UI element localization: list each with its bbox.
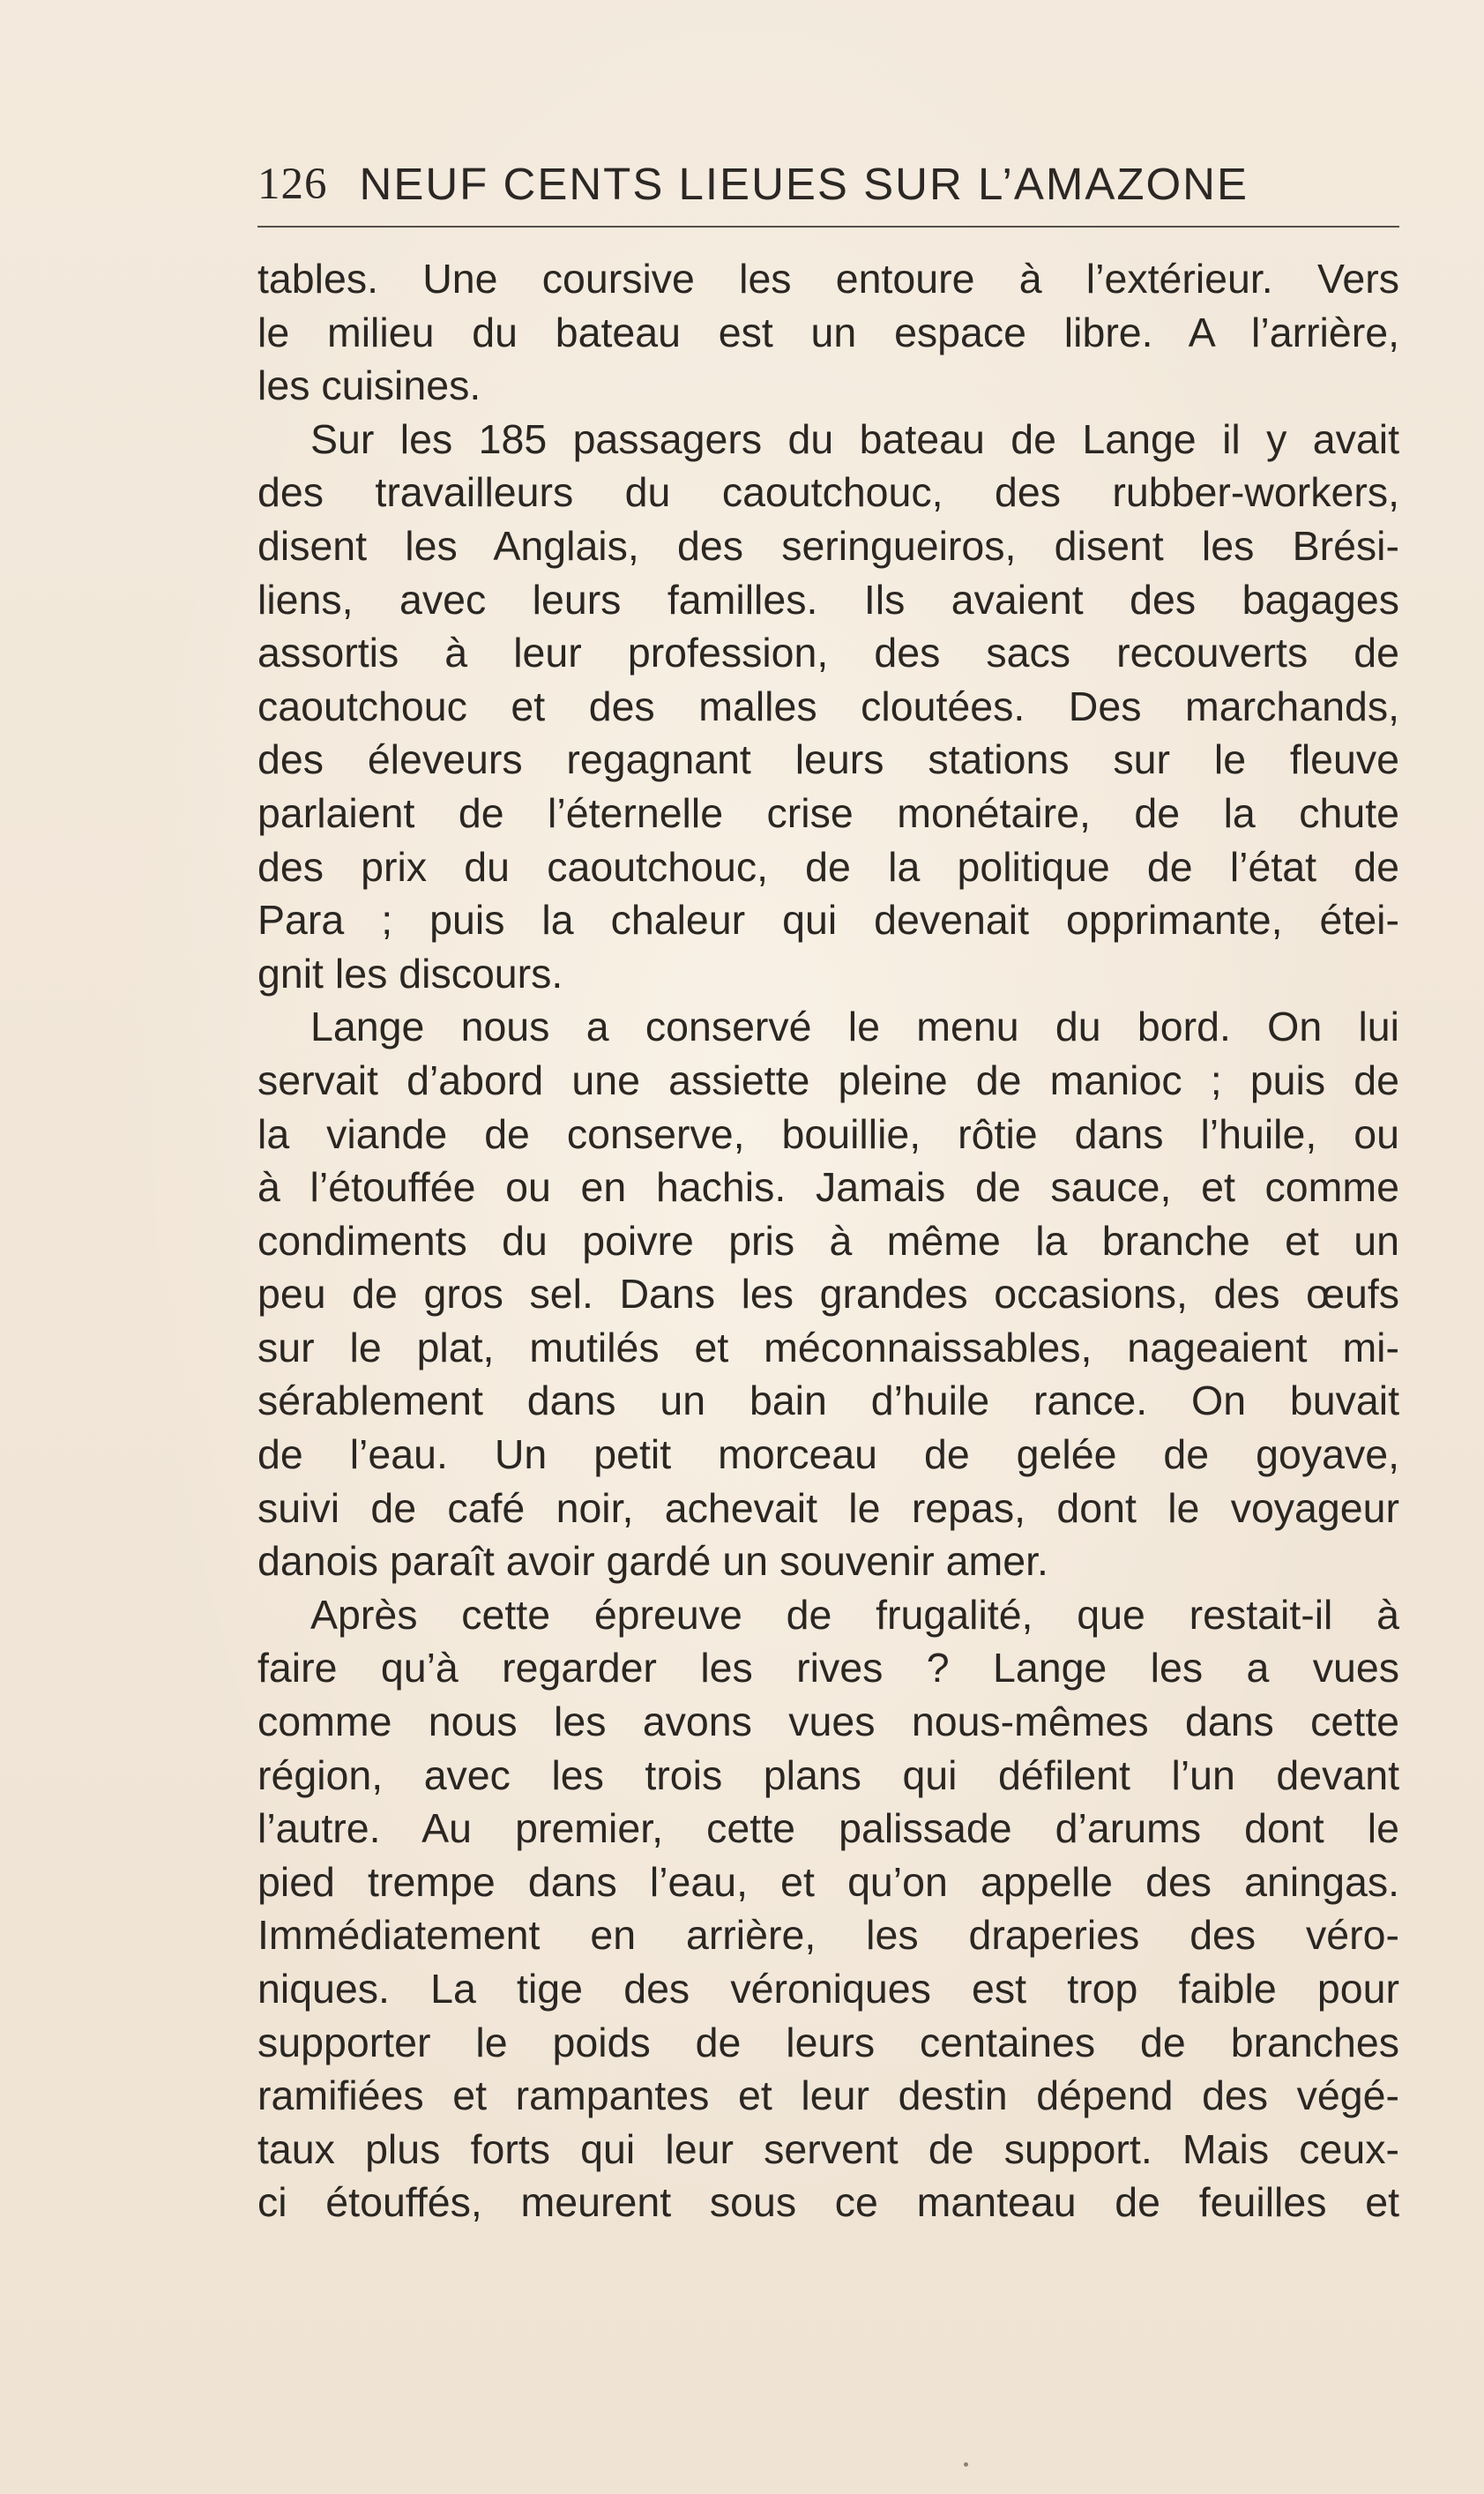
text-line: sérablement dans un bain d’huile rance. On buvait xyxy=(257,1378,1399,1424)
text-line: Après cette épreuve de frugalité, que restait-il à xyxy=(310,1591,1399,1638)
text-line: danois paraît avoir gardé un souvenir amer. xyxy=(257,1538,1048,1585)
text-line: parlaient de l’éternelle crise monétaire, de la chute xyxy=(257,789,1399,836)
text-line: région, avec les trois plans qui défilent l’un devant xyxy=(257,1751,1399,1798)
text-line: assortis à leur profession, des sacs recouverts de xyxy=(257,630,1399,676)
text-line: peu de gros sel. Dans les grandes occasions, des œufs xyxy=(257,1271,1399,1318)
text-line: ci étouffés, meurent sous ce manteau de feuilles et xyxy=(257,2179,1399,2226)
text-line: Sur les 185 passagers du bateau de Lange il y avait xyxy=(310,415,1399,462)
text-line: des prix du caoutchouc, de la politique de l’état de xyxy=(257,843,1399,890)
text-line: faire qu’à regarder les rives ? Lange les a vues xyxy=(257,1645,1399,1691)
text-line: Para ; puis la chaleur qui devenait opprimante, étei- xyxy=(257,897,1399,944)
text-line: condiments du poivre pris à même la branche et un xyxy=(257,1217,1399,1264)
page-header xyxy=(257,148,1399,210)
text-line: la viande de conserve, bouillie, rôtie dans l’huile, ou xyxy=(257,1110,1399,1157)
text-line: servait d’abord une assiette pleine de manioc ; puis de xyxy=(257,1057,1399,1103)
text-line: disent les Anglais, des seringueiros, disent les Brési- xyxy=(257,522,1399,569)
header-rule xyxy=(257,226,1399,228)
text-line: le milieu du bateau est un espace libre. A l’arrière, xyxy=(257,309,1399,355)
text-line: tables. Une coursive les entoure à l’extérieur. Vers xyxy=(257,256,1399,302)
text-line: l’autre. Au premier, cette palissade d’arums dont le xyxy=(257,1805,1399,1852)
body-text xyxy=(257,252,1399,2229)
text-line: les cuisines. xyxy=(257,362,481,409)
text-line: des éleveurs regagnant leurs stations sur le fleuve xyxy=(257,736,1399,783)
running-title: NEUF CENTS LIEUES SUR L’AMAZONE xyxy=(359,159,1249,209)
text-line: niques. La tige des véroniques est trop faible pour xyxy=(257,1966,1399,2012)
text-line: pied trempe dans l’eau, et qu’on appelle des aningas. xyxy=(257,1858,1399,1905)
page-number: 126 xyxy=(257,160,328,209)
text-line: sur le plat, mutilés et méconnaissables, nageaient mi- xyxy=(257,1324,1399,1370)
text-line: liens, avec leurs familles. Ils avaient des bagages xyxy=(257,576,1399,623)
text-line: ramifiées et rampantes et leur destin dépend des végé- xyxy=(257,2072,1399,2119)
text-line: à l’étouffée ou en hachis. Jamais de sauce, et comme xyxy=(257,1164,1399,1211)
text-line: gnit les discours. xyxy=(257,950,563,997)
text-line: Lange nous a conservé le menu du bord. On lui xyxy=(310,1004,1399,1050)
text-line: taux plus forts qui leur servent de support. Mais ceux- xyxy=(257,2125,1399,2172)
text-line: des travailleurs du caoutchouc, des rubber-workers, xyxy=(257,469,1399,516)
text-line: comme nous les avons vues nous-mêmes dans cette xyxy=(257,1699,1399,1745)
text-line: caoutchouc et des malles cloutées. Des marchands, xyxy=(257,683,1399,729)
text-line: de l’eau. Un petit morceau de gelée de goyave, xyxy=(257,1431,1399,1478)
text-line: supporter le poids de leurs centaines de branches xyxy=(257,2019,1399,2065)
text-line: suivi de café noir, achevait le repas, dont le voyageur xyxy=(257,1484,1399,1531)
paper-speck xyxy=(964,2462,968,2467)
text-line: Immédiatement en arrière, les draperies des véro- xyxy=(257,1912,1399,1959)
